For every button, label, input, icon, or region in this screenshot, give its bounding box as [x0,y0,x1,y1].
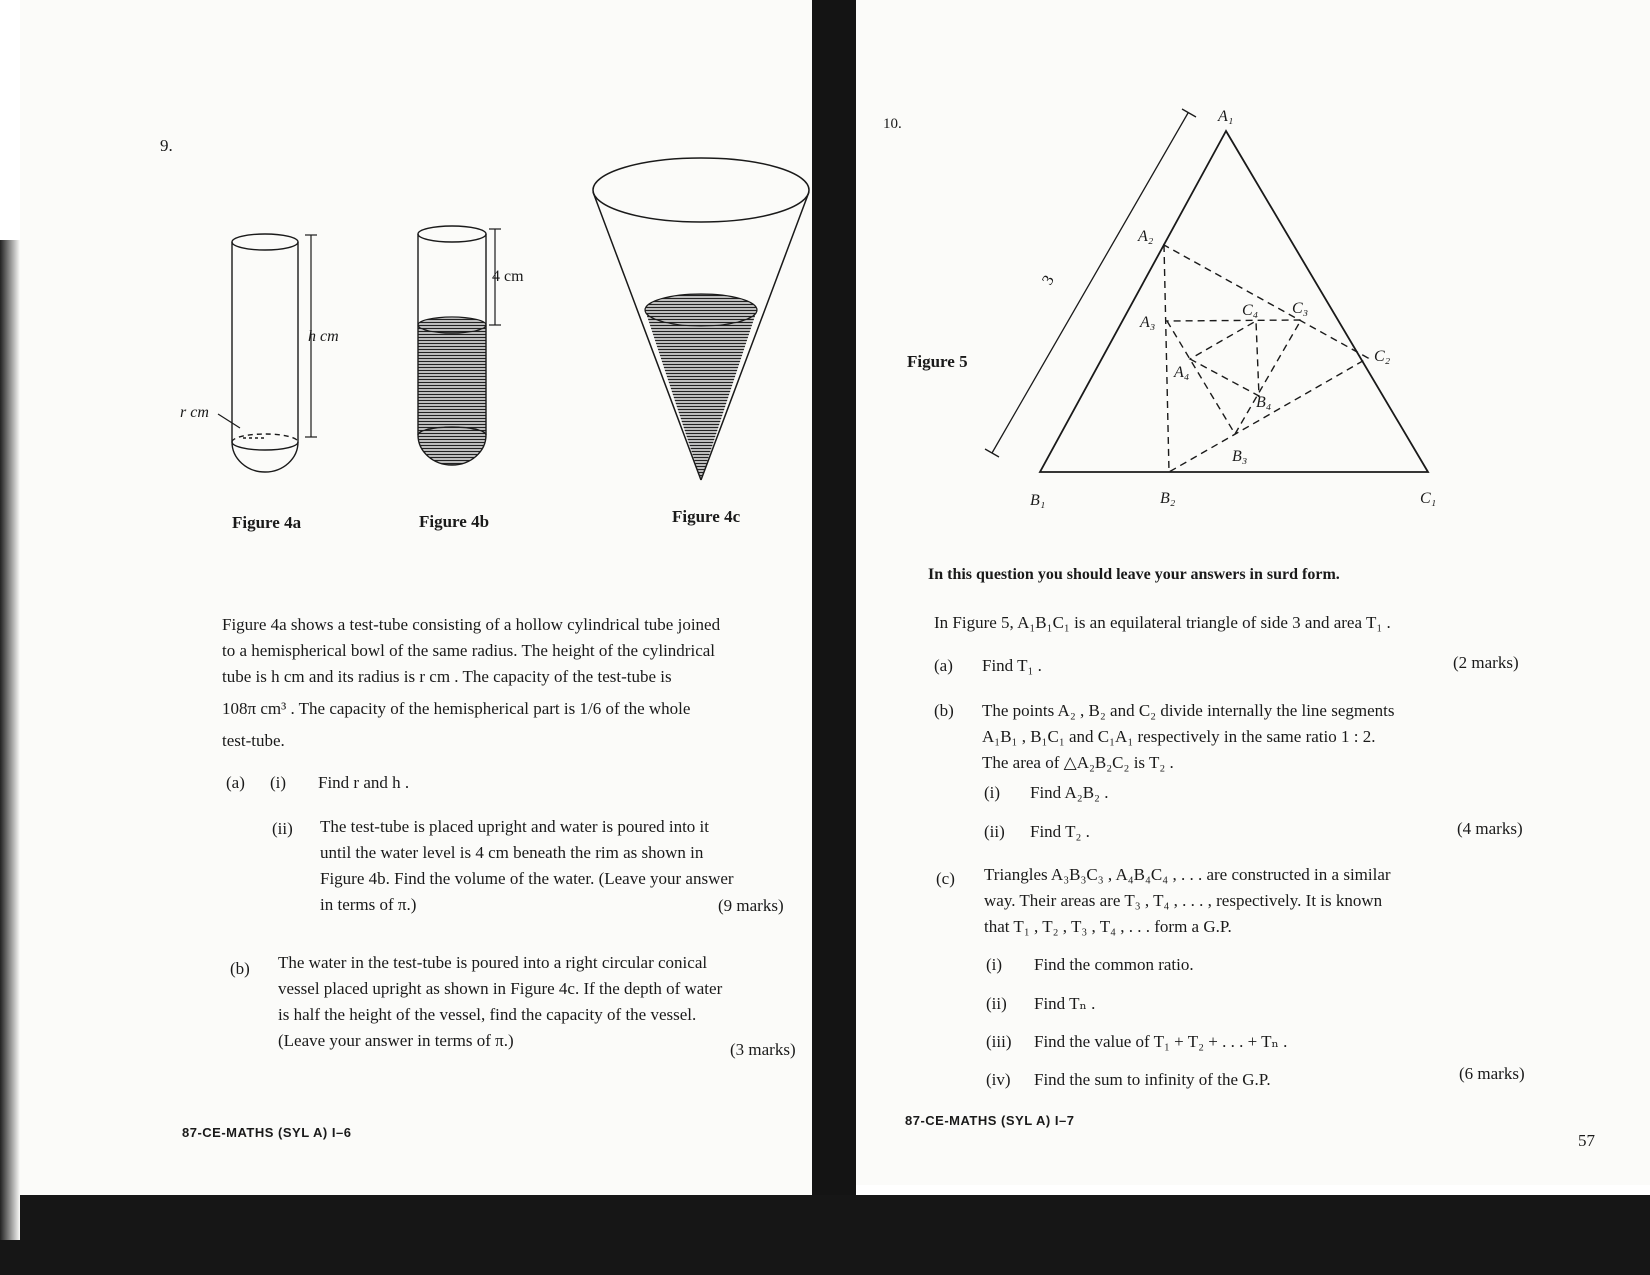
label-B1: B₁ [1030,492,1046,509]
label-B4: B₄ [1256,394,1272,411]
q9-intro-line: to a hemispherical bowl of the same radius. The height of the cylindrical [222,641,716,660]
label-C1: C₁ [1420,490,1437,507]
water-surface [418,317,486,333]
label-B2: B₂ [1160,490,1176,507]
q10a-label: (a) [934,656,953,675]
right-footer: 87-CE-MATHS (SYL A) I–7 [905,1113,1075,1128]
test-tube-drawing [232,234,298,472]
q10a-text: Find T₁ . [982,656,1042,675]
height-label: h cm [308,328,339,345]
label-C3: C₃ [1292,300,1309,317]
q10b-line: A₁B₁ , B₁C₁ and C₁A₁ respectively in the same ratio 1 : 2. [982,727,1376,746]
q9b-marks: (3 marks) [730,1040,796,1059]
cone-water [645,310,757,480]
figure-4a-caption: Figure 4a [232,513,302,532]
figure-5-label: Figure 5 [907,352,968,371]
cone-water-surface [645,294,757,326]
figure-4a [180,225,360,495]
side-label: 3 [1039,272,1058,288]
radius-leader [218,414,240,428]
q10c-marks: (6 marks) [1459,1064,1525,1083]
q10c-text [984,862,1524,940]
q9b-line: The water in the test-tube is poured into a right circular conical [278,953,708,972]
q9b-line: vessel placed upright as shown in Figure 4c. If the depth of water [278,979,723,998]
q10c-ii-text: Find Tₙ . [1034,994,1096,1013]
q10b-line: The area of △A₂B₂C₂ is T₂ . [982,753,1174,772]
q10c-line: that T₁ , T₂ , T₃ , T₄ , . . . form a G.P. [984,917,1232,936]
q9-intro-line: tube is h cm and its radius is r cm . The capacity of the test-tube is [222,667,672,686]
figure-4c-caption: Figure 4c [672,507,741,526]
q9-intro-line: test-tube. [222,731,285,750]
q9b-label: (b) [230,959,250,978]
radius-label: r cm [180,404,209,421]
triangle-A2B2C2 [1164,245,1368,472]
q10c-i-text: Find the common ratio. [1034,955,1194,974]
label-A4: A₄ [1174,364,1190,381]
q9b-line: (Leave your answer in terms of π.) [278,1031,514,1050]
q9-intro [222,612,812,754]
triangle-A1B1C1 [1040,131,1428,472]
instruction: In this question you should leave your answers in surd form. [928,566,1340,583]
q10c-line: way. Their areas are T₃ , T₄ , . . . , respectively. It is known [984,891,1383,910]
q10b-text [982,698,1522,776]
q10a-marks: (2 marks) [1453,653,1519,672]
figure-4b [415,225,555,495]
q10b-line: The points A₂ , B₂ and C₂ divide internally the line segments [982,701,1395,720]
bottom-shadow [0,1195,1650,1275]
q10c-iv-text: Find the sum to infinity of the G.P. [1034,1070,1271,1089]
q10c-i-label: (i) [986,955,1003,974]
figure-4b-caption: Figure 4b [419,512,490,531]
q9-intro-line: Figure 4a shows a test-tube consisting of a hollow cylindrical tube joined [222,615,721,634]
q10c-line: Triangles A₃B₃C₃ , A₄B₄C₄ , . . . are constructed in a similar [984,865,1391,884]
label-A1: A₁ [1218,108,1234,125]
q10c-label: (c) [936,869,955,888]
label-C4: C₄ [1242,302,1259,319]
q9a-marks: (9 marks) [718,896,784,915]
label-A3: A₃ [1140,314,1156,331]
q9b-line: is half the height of the vessel, find the capacity of the vessel. [278,1005,697,1024]
question-number: 9. [160,136,173,155]
q9b-text [278,950,815,1054]
water-fill [418,325,486,465]
page-number: 57 [1578,1131,1595,1150]
q9a-i-label: (i) [270,773,287,792]
q9a-ii-line: The test-tube is placed upright and water is poured into it [320,817,710,836]
q10b-ii-text: Find T₂ . [1030,822,1090,841]
depth-label: 4 cm [492,268,524,285]
q10b-i-text: Find A₂B₂ . [1030,783,1109,802]
q9a-label: (a) [226,773,245,792]
binding-gutter [812,0,856,1275]
q10b-i-label: (i) [984,783,1001,802]
q9-intro-line: 108π cm³ . The capacity of the hemispherical part is 1/6 of the whole [222,699,691,718]
left-edge-shadow [0,240,20,1240]
label-A2: A₂ [1138,228,1154,245]
q10b-ii-label: (ii) [984,822,1005,841]
triangle-A4B4C4 [1190,321,1259,396]
label-B3: B₃ [1232,448,1248,465]
q9a-i-text: Find r and h . [318,773,410,792]
q9a-ii-label: (ii) [272,819,293,838]
q10c-iv-label: (iv) [986,1070,1011,1089]
left-footer: 87-CE-MATHS (SYL A) I–6 [182,1125,352,1140]
figure-5 [960,95,1440,515]
q10-intro: In Figure 5, A₁B₁C₁ is an equilateral triangle of side 3 and area T₁ . [934,613,1391,632]
question-number-10: 10. [883,116,902,132]
q10b-marks: (4 marks) [1457,819,1523,838]
q10b-label: (b) [934,701,954,720]
q10c-iii-text: Find the value of T₁ + T₂ + . . . + Tₙ . [1034,1032,1288,1051]
figure-4c [585,150,815,490]
q9a-ii-line: in terms of π.) [320,895,417,914]
label-C2: C₂ [1374,348,1391,365]
q10c-ii-label: (ii) [986,994,1007,1013]
q10c-iii-label: (iii) [986,1032,1012,1051]
q9a-ii-line: until the water level is 4 cm beneath the rim as shown in [320,843,704,862]
q9a-ii-line: Figure 4b. Find the volume of the water. (Leave your answer [320,869,734,888]
